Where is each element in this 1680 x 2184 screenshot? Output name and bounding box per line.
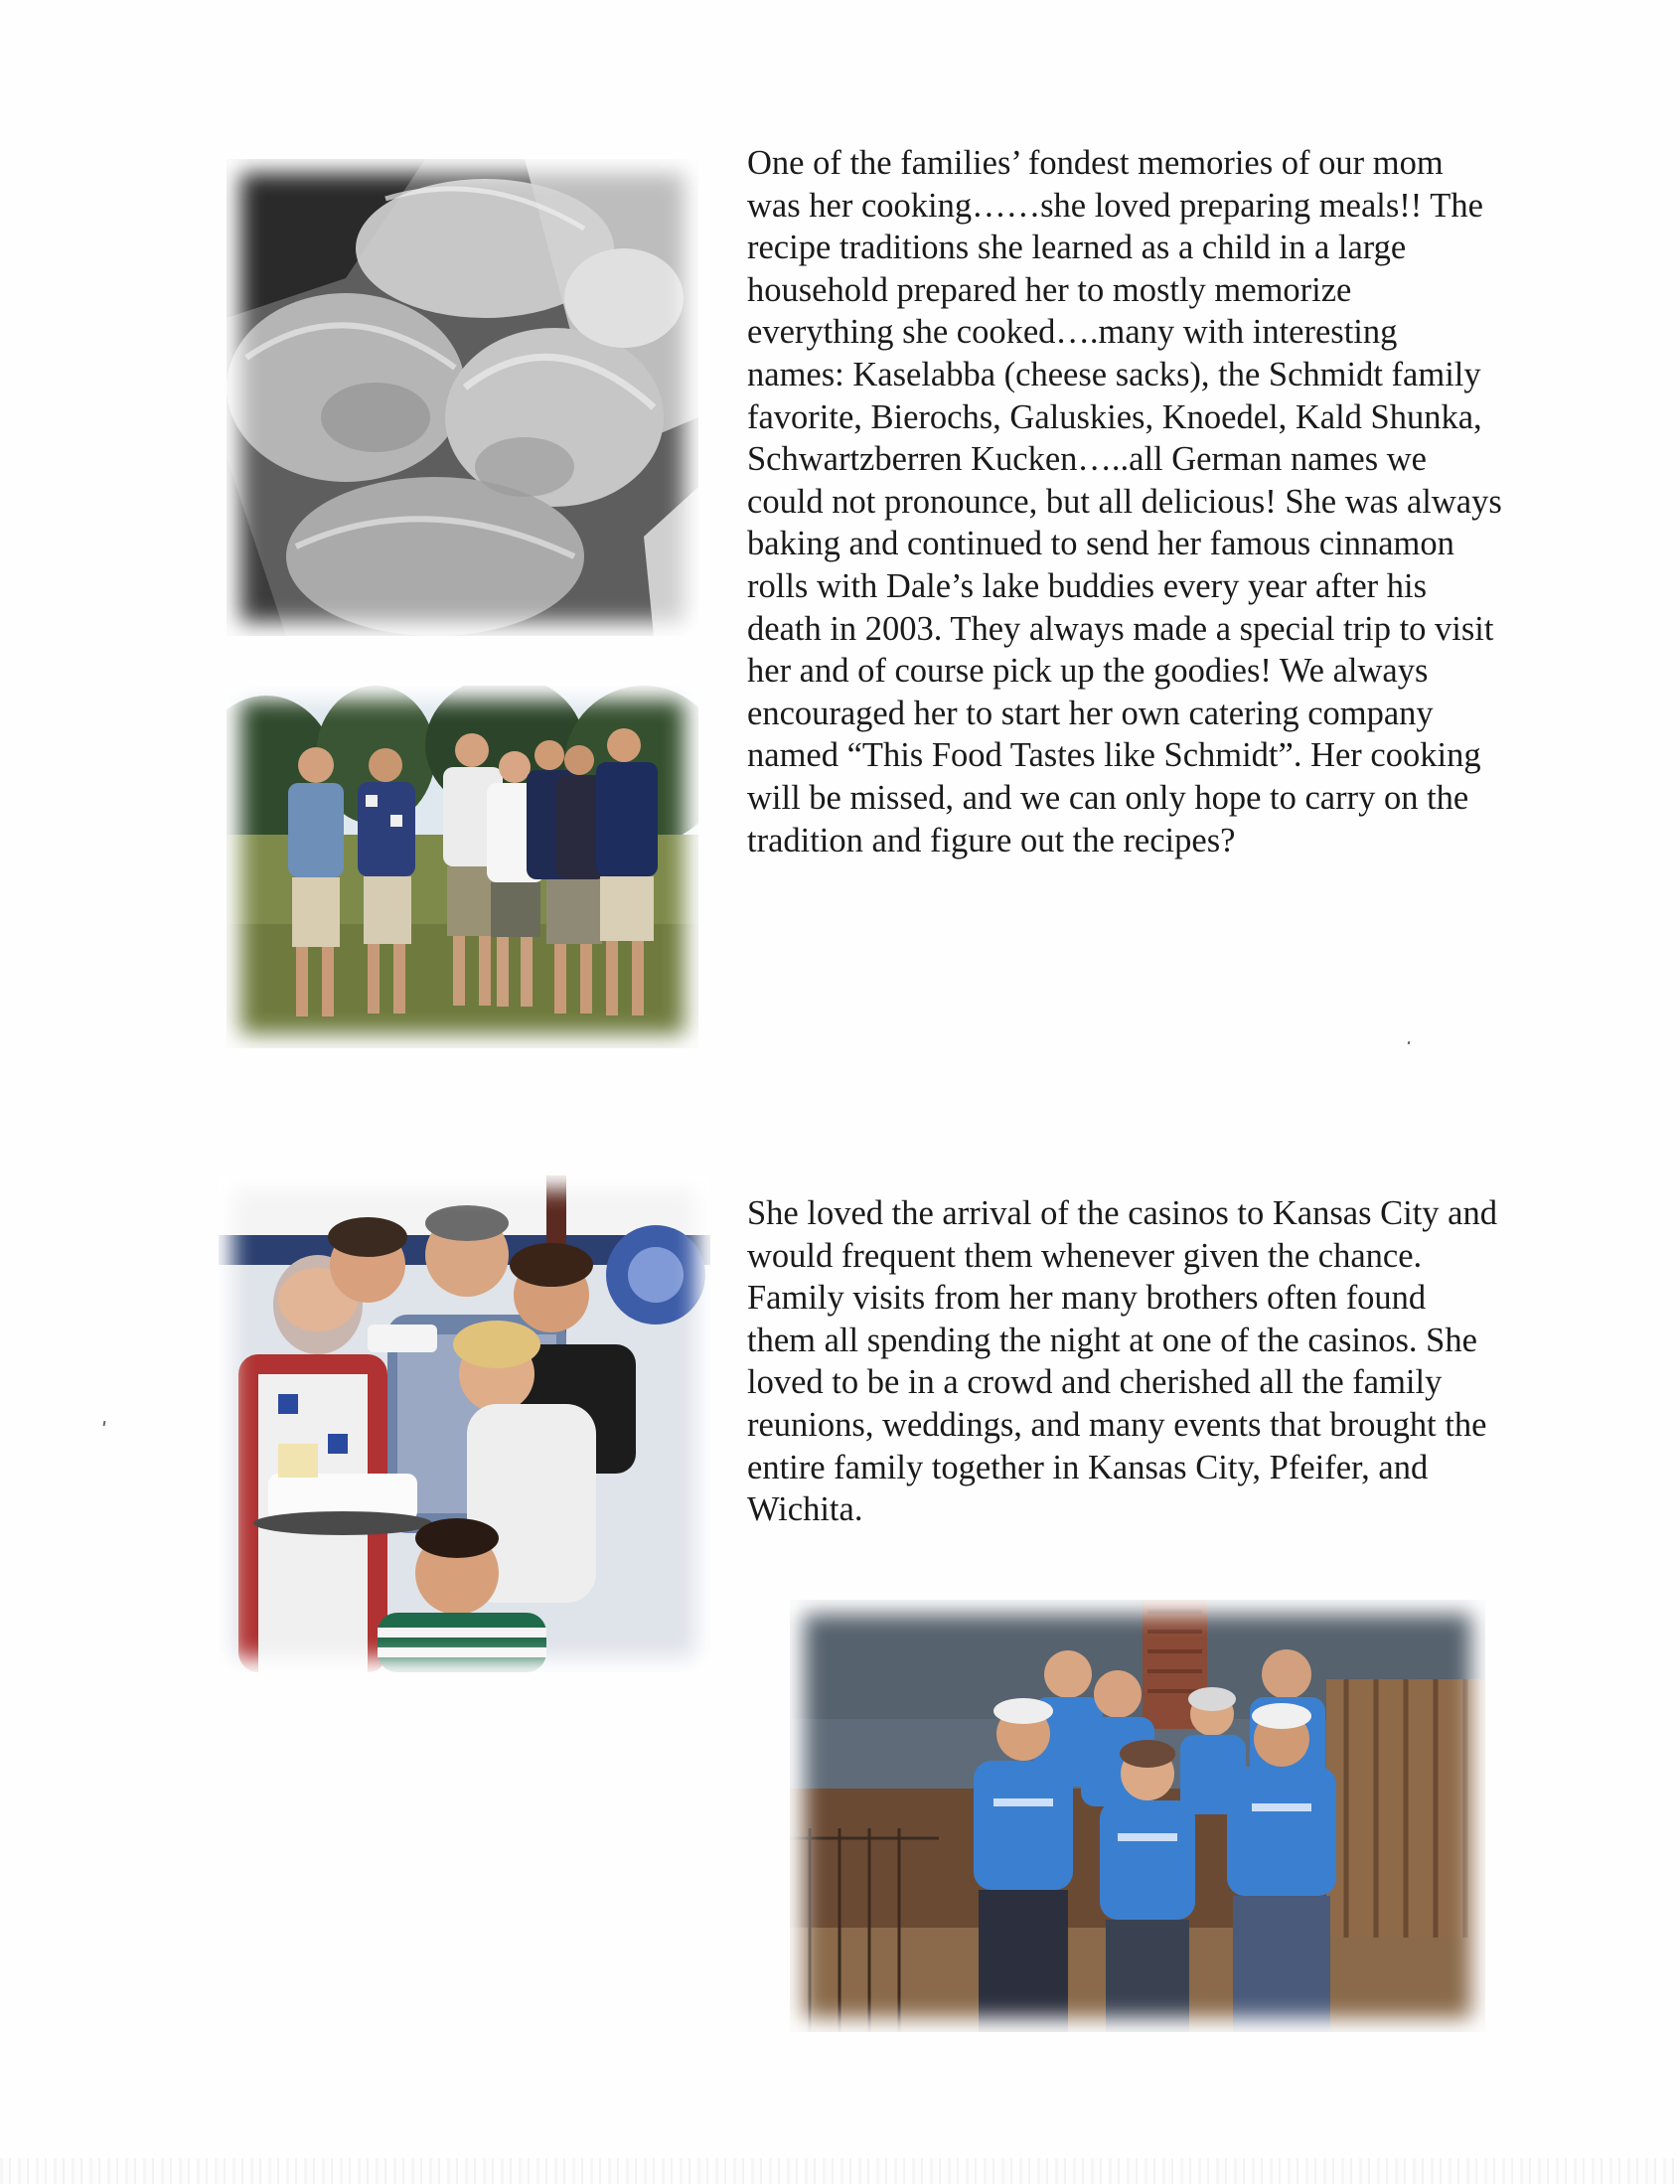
scan-speck [103, 1421, 106, 1426]
dumplings-photo [227, 159, 698, 636]
reunion-group-photo [790, 1600, 1485, 2032]
golf-group-image [227, 686, 698, 1048]
family-cake-image [219, 1175, 710, 1672]
scan-edge-noise [0, 2158, 1680, 2184]
casinos-paragraph: She loved the arrival of the casinos to Kansas City and would frequent them whenever given the chance. Family visits from her many brothers often found them all spending the night at one of the casinos. She loved to be in a crowd and cherished all the family reunions, weddings, and many events that brought the entire family together in Kansas City, Pfeifer, and Wichita. [747, 1194, 1497, 1529]
reunion-group-image [790, 1600, 1485, 2032]
family-cake-photo [219, 1175, 710, 1672]
scan-speck [1408, 1041, 1411, 1044]
dumplings-image [227, 159, 698, 636]
golf-group-photo [227, 686, 698, 1048]
cooking-memories-paragraph: One of the families’ fondest memories of our mom was her cooking……she loved preparing meals!! The recipe traditions she learned as a child in a large household prepared her to mostly memorize everything she cooked….many with interesting names: Kaselabba (cheese sacks), the Schmidt family favorite, Bierochs, Galuskies, Knoedel, Kald Shunka, Schwartzberren Kucken…..all German names we could not pronounce, but all delicious! She was always baking and continued to send her famous cinnamon rolls with Dale’s lake buddies every year after his death in 2003. They always made a special trip to visit her and of course pick up the goodies! We always encouraged her to start her own catering company named “This Food Tastes like Schmidt”. Her cooking will be missed, and we can only hope to carry on the tradition and figure out the recipes? [747, 144, 1502, 859]
